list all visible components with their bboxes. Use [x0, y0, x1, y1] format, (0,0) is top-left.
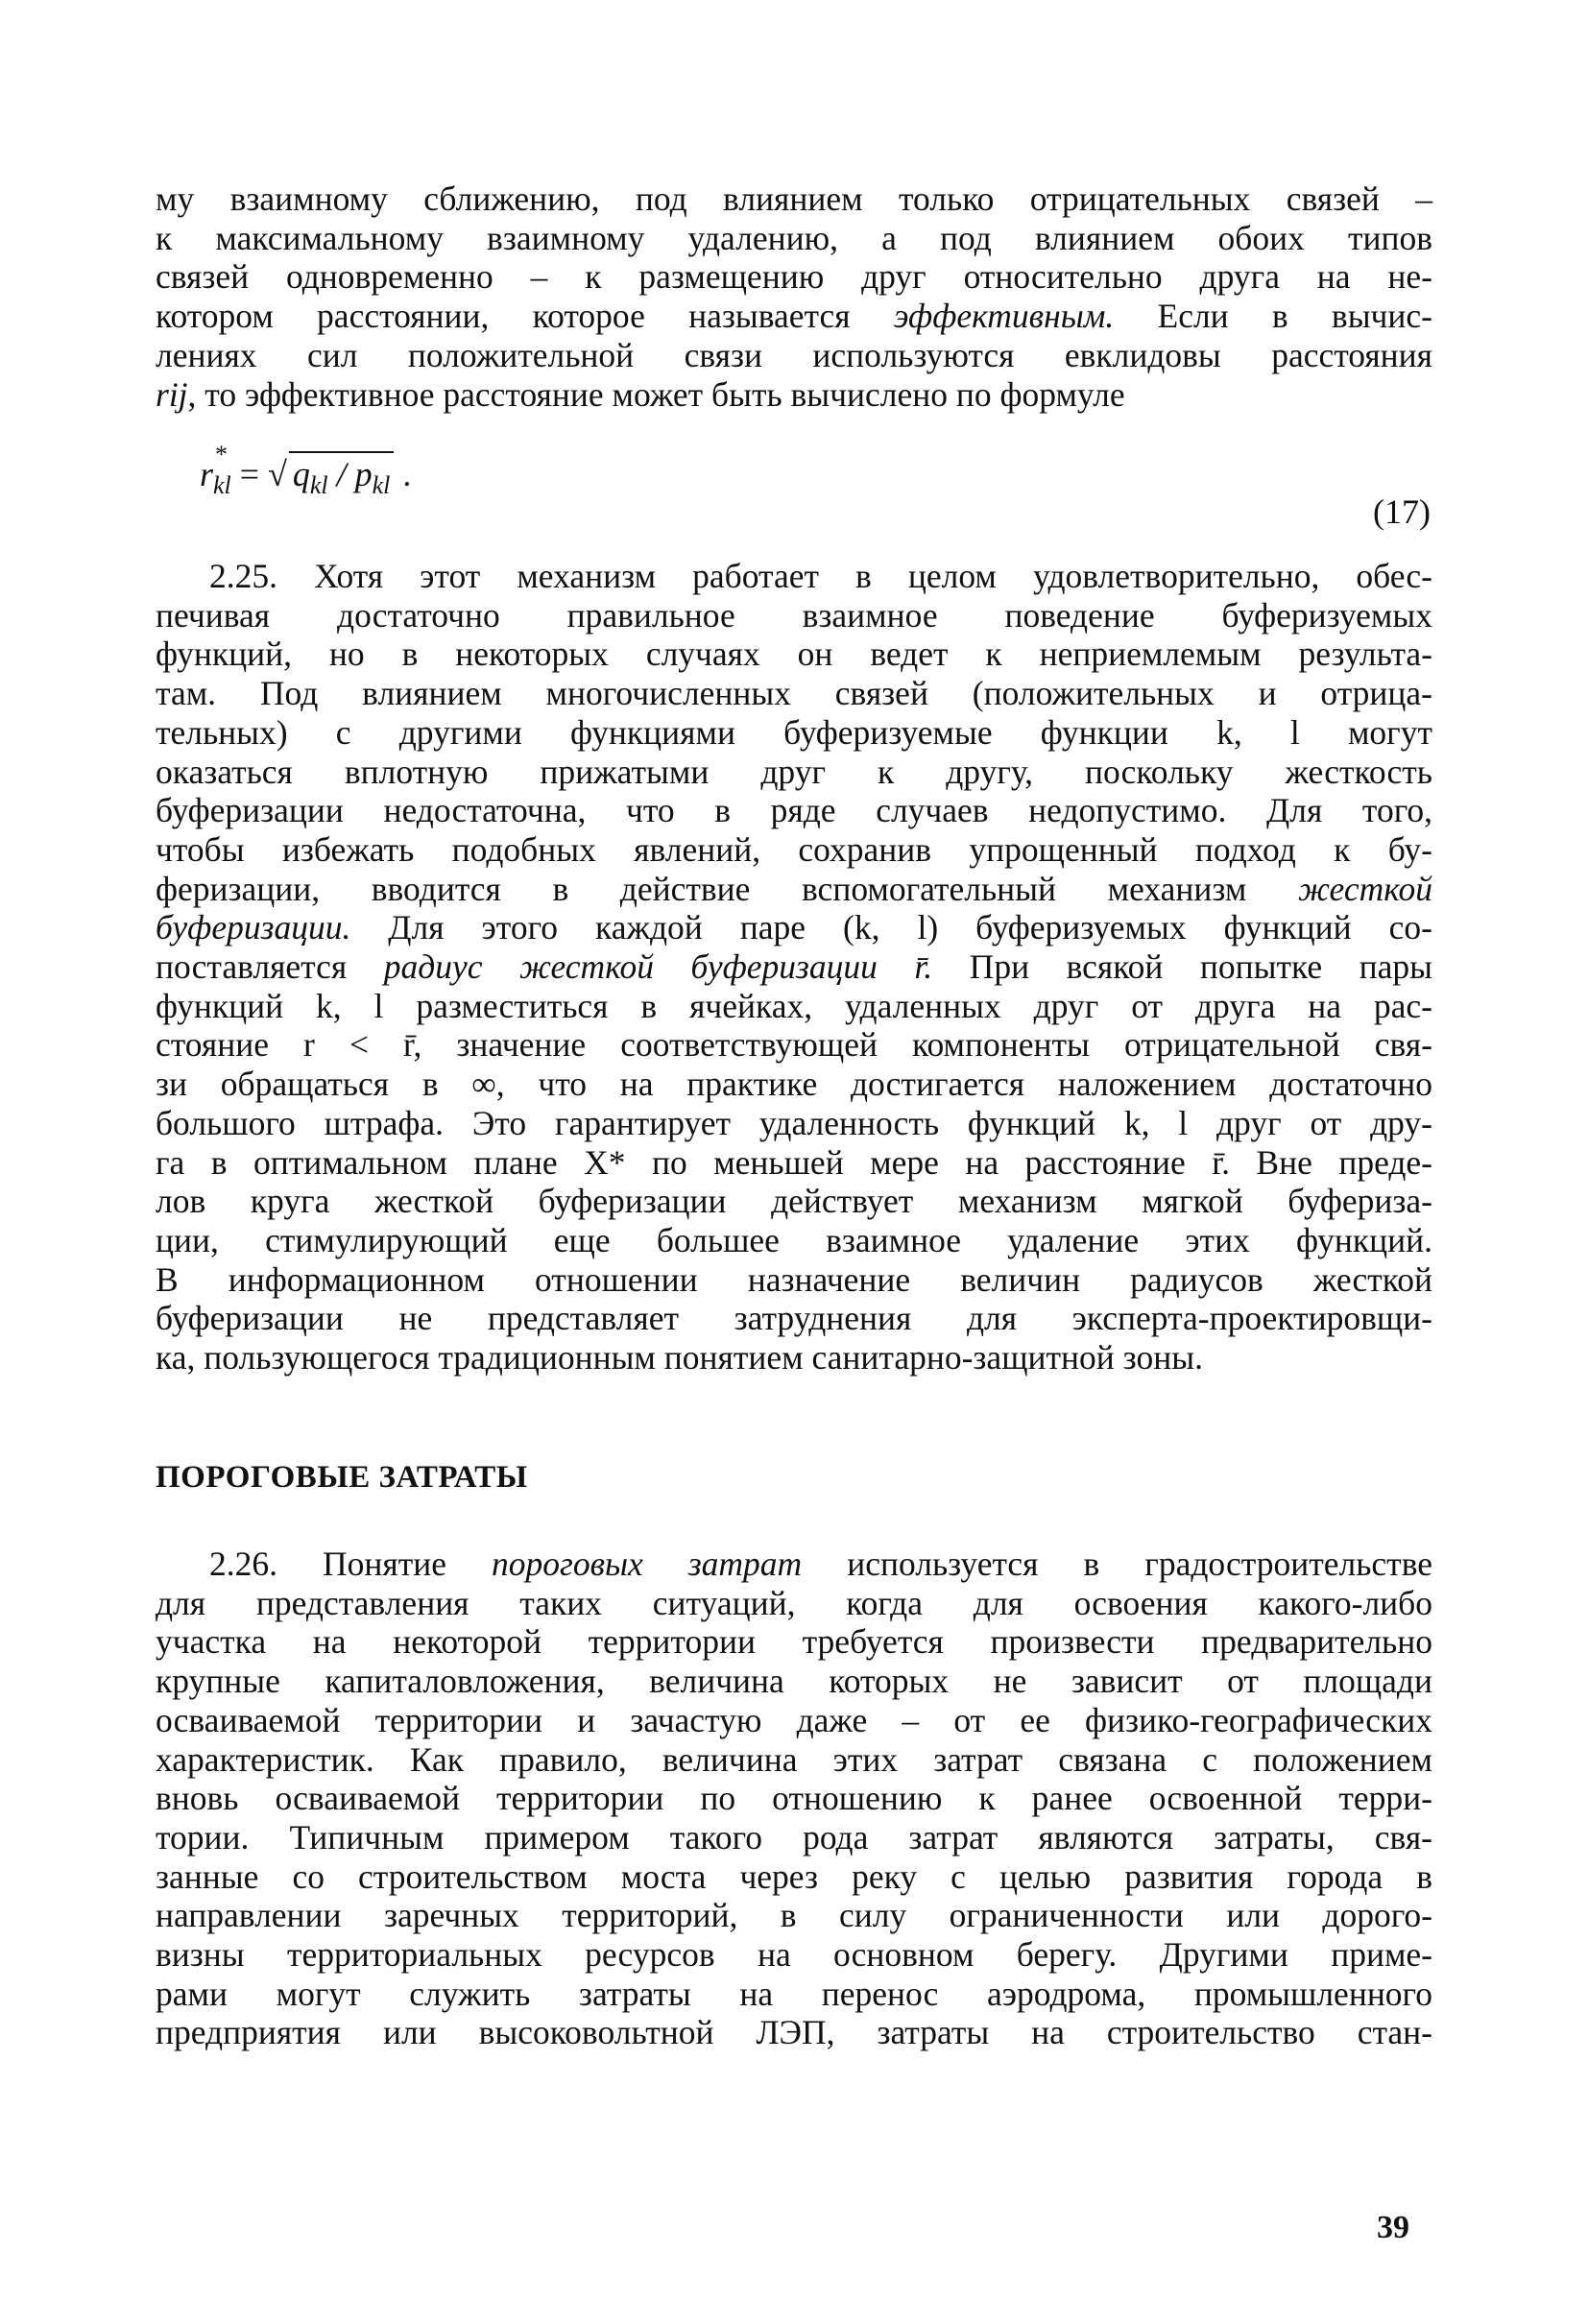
text-line: му взаимному сближению, под влиянием только отрицательных связей –: [156, 180, 1432, 218]
text-line: буферизации недостаточна, что в ряде случаев недопустимо. Для того,: [156, 791, 1432, 830]
text-line: тельных) с другими функциями буферизуемые функции k, l могут: [156, 712, 1432, 752]
text-run: , то эффективное расстояние может быть вычислено по формуле: [187, 374, 1125, 414]
text-line: крупные капиталовложения, величина которых не зависит от площади: [156, 1662, 1432, 1701]
emphasis-term: радиус жесткой буферизации r̄.: [383, 947, 933, 987]
text-line: чтобы избежать подобных явлений, сохранив упрощенный подход к бу-: [156, 829, 1432, 869]
emphasis-term: пороговых затрат: [492, 1545, 803, 1583]
text-line: печивая достаточно правильное взаимное поведение буферизуемых: [156, 595, 1432, 635]
text-line: предприятия или высоковольтной ЛЭП, затраты на строительство стан-: [156, 2013, 1432, 2052]
text-line: направлении заречных территорий, в силу ограниченности или дорого-: [156, 1896, 1432, 1935]
text-line: функций k, l разместиться в ячейках, удаленных друг от друга на рас-: [156, 986, 1432, 1025]
text-line: зи обращаться в ∞, что на практике достигается наложением достаточно: [156, 1065, 1432, 1104]
text-line: занные со строительством моста через реку с целью развития города в: [156, 1857, 1432, 1896]
page-number: 39: [1377, 2210, 1409, 2245]
text-line: рами могут служить затраты на перенос аэродрома, промышленного: [156, 1974, 1432, 2013]
text-line: феризации, вводится в действие вспомогательный механизм жесткой: [156, 869, 1432, 908]
paragraph-continuation: [156, 180, 1432, 414]
formula-lhs: r * $_{kl}$: [200, 455, 231, 493]
text-line: к максимальному взаимному удалению, а под влиянием обоих типов: [156, 218, 1432, 257]
text-line: тории. Типичным примером такого рода затрат являются затраты, свя-: [156, 1817, 1432, 1857]
emphasis-term: жесткой: [1298, 869, 1432, 908]
text-line: поставляется радиус жесткой буферизации r̄. При всякой попытке пары: [156, 947, 1432, 987]
formula-tail: .: [394, 455, 412, 493]
text-line: участка на некоторой территории требуется произвести предварительно: [156, 1622, 1432, 1662]
text-line: В информационном отношении назначение величин радиусов жесткой: [156, 1259, 1432, 1299]
paragraph-2-25: [156, 557, 1432, 1378]
text-run: котором расстоянии, которое называется: [156, 297, 894, 336]
section-heading: ПОРОГОВЫЕ ЗАТРАТЫ: [156, 1460, 528, 1495]
text-line: 2.26. Понятие пороговых затрат используется в градостроительстве: [209, 1545, 1432, 1583]
variable: rij: [156, 374, 188, 414]
emphasis-term: буферизации.: [156, 908, 351, 947]
text-line: функций, но в некоторых случаях он ведет к неприемлемым результа-: [156, 635, 1432, 674]
text-line: осваиваемой территории и зачастую даже – от ее физико-географических: [156, 1700, 1432, 1739]
text-line: визны территориальных ресурсов на основном берегу. Другими приме-: [156, 1935, 1432, 1975]
text-line: лениях сил положительной связи используются евклидовы расстояния: [156, 335, 1432, 374]
formula-equals-sqrt: = √: [230, 455, 287, 493]
text-line: большого штрафа. Это гарантирует удаленность функций k, l друг от дру-: [156, 1103, 1432, 1142]
text-line: [156, 297, 1432, 336]
text-line: буферизации не представляет затруднения для эксперта-проектировщи-: [156, 1299, 1432, 1338]
formula-radicand: $q_{kl} / p_{kl}$: [289, 451, 395, 507]
text-run: Если в вычис-: [1114, 297, 1432, 336]
text-line: [156, 375, 1432, 415]
formula-star: *: [215, 441, 228, 468]
paragraph-2-26: [156, 1545, 1432, 2052]
text-line: для представления таких ситуаций, когда для освоения какого-либо: [156, 1583, 1432, 1622]
text-line: вновь осваиваемой территории по отношению к ранее освоенной терри-: [156, 1779, 1432, 1818]
text-line: га в оптимальном плане X* по меньшей мере на расстояние r̄. Вне преде-: [156, 1142, 1432, 1182]
text-line: ции, стимулирующий еще большее взаимное удаление этих функций.: [156, 1220, 1432, 1259]
text-line: оказаться вплотную прижатыми друг к другу, поскольку жесткость: [156, 752, 1432, 791]
formula-number: (17): [1373, 492, 1431, 531]
text-line: буферизации. Для этого каждой паре (k, l) буферизуемых функций со-: [156, 908, 1432, 947]
text-line: характеристик. Как правило, величина этих затрат связана с положением: [156, 1739, 1432, 1779]
formula-subscript: kl: [213, 471, 231, 500]
text-line: стояние r < r̄, значение соответствующей компоненты отрицательной свя-: [156, 1025, 1432, 1065]
text-line: ка, пользующегося традиционным понятием санитарно-защитной зоны.: [156, 1338, 1203, 1378]
emphasis-term: эффективным.: [893, 297, 1115, 336]
text-line: 2.25. Хотя этот механизм работает в целом удовлетворительно, обес-: [209, 557, 1432, 595]
text-line: там. Под влиянием многочисленных связей (положительных и отрица-: [156, 674, 1432, 713]
text-line: связей одновременно – к размещению друг относительно друга на не-: [156, 257, 1432, 297]
formula-17: [200, 441, 412, 507]
text-line: лов круга жесткой буферизации действует механизм мягкой буфериза-: [156, 1182, 1432, 1221]
